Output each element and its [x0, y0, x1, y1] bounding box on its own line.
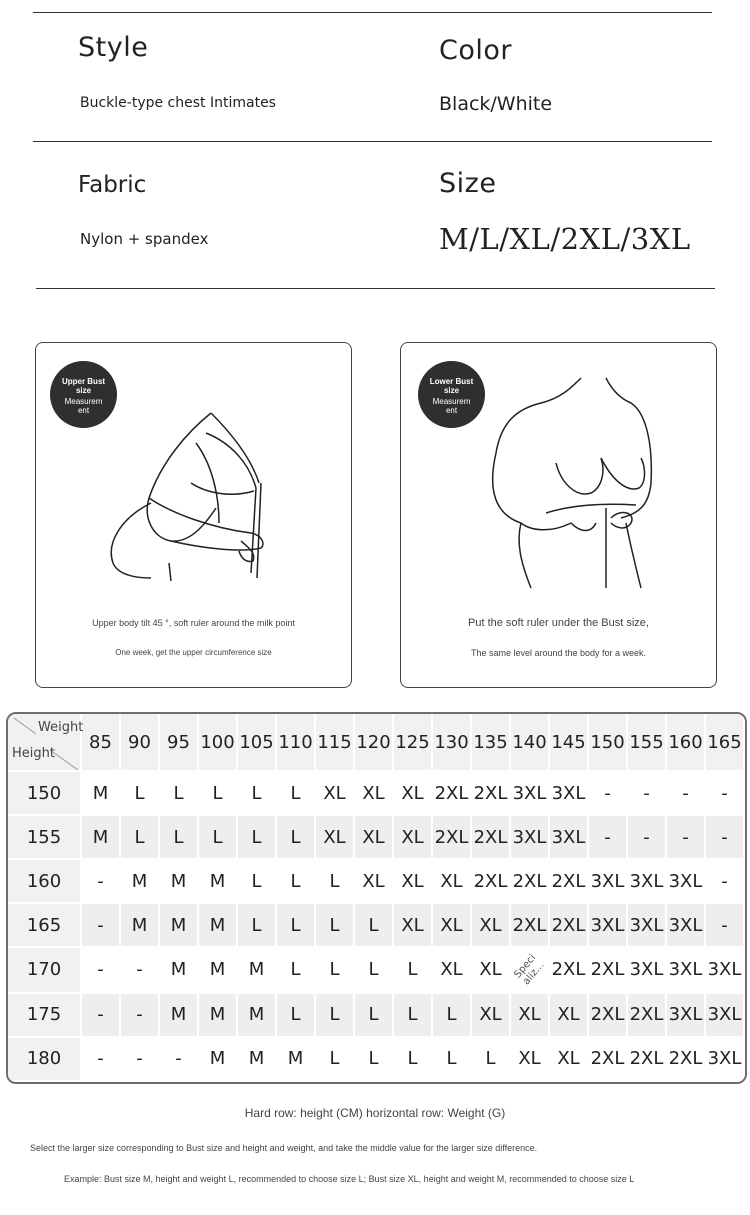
size-cell: L: [354, 993, 393, 1037]
fabric-value: Nylon + spandex: [80, 230, 209, 248]
size-cell: L: [237, 815, 276, 859]
table-header-row: [8, 714, 744, 771]
size-cell: M: [120, 903, 159, 947]
weight-header-cell: 160: [666, 714, 705, 771]
size-cell: XL: [393, 903, 432, 947]
size-cell: 3XL: [549, 815, 588, 859]
weight-header-cell: 155: [627, 714, 666, 771]
size-cell: L: [432, 993, 471, 1037]
size-cell: 3XL: [705, 1037, 744, 1081]
style-label: Style: [78, 32, 149, 63]
size-cell: -: [120, 1037, 159, 1081]
size-cell: XL: [315, 815, 354, 859]
size-cell: L: [471, 1037, 510, 1081]
size-cell: M: [198, 993, 237, 1037]
weight-header-cell: 100: [198, 714, 237, 771]
size-cell: -: [705, 815, 744, 859]
height-cell: 155: [8, 815, 81, 859]
size-cell: L: [276, 859, 315, 903]
divider-middle: [33, 141, 712, 142]
size-cell: XL: [471, 993, 510, 1037]
size-cell: 3XL: [705, 947, 744, 993]
size-cell: L: [198, 815, 237, 859]
size-cell: L: [276, 947, 315, 993]
size-cell: L: [237, 771, 276, 815]
size-cell-special-text: Speci aliz...: [512, 952, 547, 988]
size-cell: 3XL: [666, 903, 705, 947]
size-cell: XL: [432, 859, 471, 903]
size-cell: L: [120, 815, 159, 859]
table-row: [8, 815, 744, 859]
weight-header-cell: 145: [549, 714, 588, 771]
size-cell: XL: [354, 771, 393, 815]
size-cell: M: [237, 993, 276, 1037]
size-example: Example: Bust size M, height and weight L, recommended to choose size L; Bust size XL, height and weight M, recommended to choose size L: [64, 1174, 635, 1184]
divider-top: [33, 12, 712, 13]
size-cell: 2XL: [432, 815, 471, 859]
size-cell: L: [354, 947, 393, 993]
table-row: [8, 771, 744, 815]
size-cell: 2XL: [588, 947, 627, 993]
size-cell: XL: [471, 903, 510, 947]
table-row: [8, 859, 744, 903]
upper-bust-badge-subtitle: Measurem ent: [64, 397, 103, 415]
size-cell: XL: [432, 947, 471, 993]
size-cell: 2XL: [549, 859, 588, 903]
weight-header-cell: 135: [471, 714, 510, 771]
weight-header-cell: 130: [432, 714, 471, 771]
size-cell: L: [315, 859, 354, 903]
size-cell: 3XL: [666, 859, 705, 903]
size-cell: 2XL: [471, 771, 510, 815]
size-cell: M: [159, 859, 198, 903]
size-cell: XL: [549, 993, 588, 1037]
height-cell: 170: [8, 947, 81, 993]
fabric-label: Fabric: [78, 172, 147, 198]
size-cell: -: [81, 903, 120, 947]
size-cell: -: [81, 1037, 120, 1081]
size-cell: M: [237, 1037, 276, 1081]
table-corner-cell: [8, 714, 84, 771]
size-cell: L: [354, 1037, 393, 1081]
weight-header-cell: 110: [276, 714, 315, 771]
size-cell: XL: [354, 815, 393, 859]
size-cell: XL: [471, 947, 510, 993]
size-cell: 2XL: [627, 1037, 666, 1081]
weight-header-cell: 140: [510, 714, 549, 771]
table-row: [8, 1037, 744, 1081]
size-cell: 2XL: [588, 993, 627, 1037]
weight-header-cell: 95: [159, 714, 198, 771]
size-cell: 2XL: [627, 993, 666, 1037]
size-cell: M: [159, 947, 198, 993]
size-cell: L: [315, 1037, 354, 1081]
style-value: Buckle-type chest Intimates: [80, 95, 276, 111]
upper-bust-caption-2: One week, get the upper circumference size: [115, 648, 272, 657]
size-cell: XL: [549, 1037, 588, 1081]
weight-header-cell: 85: [81, 714, 120, 771]
size-cell: -: [705, 903, 744, 947]
size-cell: XL: [510, 993, 549, 1037]
size-cell: L: [120, 771, 159, 815]
size-cell: -: [120, 993, 159, 1037]
size-cell: -: [588, 815, 627, 859]
color-label: Color: [439, 35, 512, 66]
size-cell: 3XL: [627, 903, 666, 947]
size-cell: XL: [393, 815, 432, 859]
size-cell: 2XL: [549, 947, 588, 993]
lower-bust-caption-2: The same level around the body for a week.: [470, 648, 647, 658]
size-cell: M: [198, 859, 237, 903]
size-cell: XL: [315, 771, 354, 815]
size-cell: L: [237, 903, 276, 947]
size-cell: L: [315, 993, 354, 1037]
size-cell: M: [81, 815, 120, 859]
size-cell: -: [120, 947, 159, 993]
table-row: [8, 993, 744, 1037]
table-row: [8, 903, 744, 947]
size-cell: L: [276, 771, 315, 815]
size-cell: L: [393, 947, 432, 993]
size-cell: 3XL: [549, 771, 588, 815]
size-cell: -: [81, 859, 120, 903]
size-cell: 3XL: [510, 771, 549, 815]
size-cell: L: [432, 1037, 471, 1081]
size-cell: 3XL: [627, 947, 666, 993]
size-cell: 2XL: [510, 903, 549, 947]
size-cell: 3XL: [588, 859, 627, 903]
size-cell: XL: [393, 859, 432, 903]
size-cell: 2XL: [471, 859, 510, 903]
size-cell: 2XL: [588, 1037, 627, 1081]
size-cell: 2XL: [471, 815, 510, 859]
height-cell: 165: [8, 903, 81, 947]
size-cell: -: [588, 771, 627, 815]
size-cell: L: [393, 993, 432, 1037]
upper-bust-illustration: [91, 403, 291, 583]
height-axis-label: Height: [12, 746, 55, 761]
upper-bust-card: [35, 342, 352, 688]
size-cell: M: [120, 859, 159, 903]
size-cell: M: [276, 1037, 315, 1081]
size-cell: L: [276, 815, 315, 859]
axis-note: Hard row: height (CM) horizontal row: Weight (G): [244, 1106, 506, 1120]
size-cell: 2XL: [549, 903, 588, 947]
size-cell: 2XL: [432, 771, 471, 815]
lower-bust-caption-1: Put the soft ruler under the Bust size,: [468, 617, 649, 629]
size-tip: Select the larger size corresponding to Bust size and height and weight, and take the middle value for the larger size difference.: [30, 1143, 538, 1153]
lower-bust-illustration: [461, 373, 671, 593]
size-cell: XL: [432, 903, 471, 947]
size-cell: XL: [393, 771, 432, 815]
size-cell: 3XL: [705, 993, 744, 1037]
lower-bust-badge-title: Lower Bust size: [429, 377, 474, 395]
size-cell: XL: [354, 859, 393, 903]
size-cell: L: [315, 903, 354, 947]
size-cell: M: [198, 1037, 237, 1081]
size-cell: M: [81, 771, 120, 815]
weight-header-cell: 115: [315, 714, 354, 771]
height-cell: 150: [8, 771, 81, 815]
size-cell: -: [627, 771, 666, 815]
size-cell: -: [81, 947, 120, 993]
size-cell: XL: [510, 1037, 549, 1081]
size-cell: L: [159, 815, 198, 859]
size-cell: [510, 947, 549, 993]
size-cell: 3XL: [666, 993, 705, 1037]
upper-bust-caption-1: Upper body tilt 45 °, soft ruler around the milk point: [92, 618, 295, 628]
size-cell: 2XL: [510, 859, 549, 903]
size-cell: M: [159, 903, 198, 947]
size-cell: 3XL: [627, 859, 666, 903]
size-cell: -: [705, 859, 744, 903]
size-value: M/L/XL/2XL/3XL: [439, 222, 691, 256]
lower-bust-card: [400, 342, 717, 688]
size-label: Size: [439, 168, 497, 199]
height-cell: 180: [8, 1037, 81, 1081]
size-cell: 3XL: [588, 903, 627, 947]
divider-bottom: [36, 288, 715, 289]
size-cell: L: [315, 947, 354, 993]
weight-header-cell: 165: [705, 714, 744, 771]
size-cell: M: [159, 993, 198, 1037]
size-cell: M: [198, 903, 237, 947]
weight-header-cell: 120: [354, 714, 393, 771]
size-cell: L: [393, 1037, 432, 1081]
weight-axis-label: Weight: [38, 720, 84, 735]
weight-header-cell: 150: [588, 714, 627, 771]
size-cell: L: [198, 771, 237, 815]
size-cell: L: [237, 859, 276, 903]
size-cell: -: [705, 771, 744, 815]
size-cell: -: [159, 1037, 198, 1081]
size-cell: L: [354, 903, 393, 947]
table-row: [8, 947, 744, 993]
color-value: Black/White: [439, 93, 553, 115]
weight-header-cell: 90: [120, 714, 159, 771]
size-chart-table: [6, 712, 747, 1084]
size-cell: 2XL: [666, 1037, 705, 1081]
size-cell: L: [276, 993, 315, 1037]
size-cell: -: [627, 815, 666, 859]
weight-header-cell: 125: [393, 714, 432, 771]
size-cell: 3XL: [510, 815, 549, 859]
height-cell: 175: [8, 993, 81, 1037]
size-cell: -: [81, 993, 120, 1037]
size-cell: -: [666, 815, 705, 859]
height-cell: 160: [8, 859, 81, 903]
size-cell: 3XL: [666, 947, 705, 993]
weight-header-cell: 105: [237, 714, 276, 771]
size-cell: M: [237, 947, 276, 993]
lower-bust-badge-subtitle: Measurem ent: [432, 397, 471, 415]
size-cell: L: [159, 771, 198, 815]
size-cell: M: [198, 947, 237, 993]
size-cell: L: [276, 903, 315, 947]
upper-bust-badge-title: Upper Bust size: [61, 377, 106, 395]
size-cell: -: [666, 771, 705, 815]
